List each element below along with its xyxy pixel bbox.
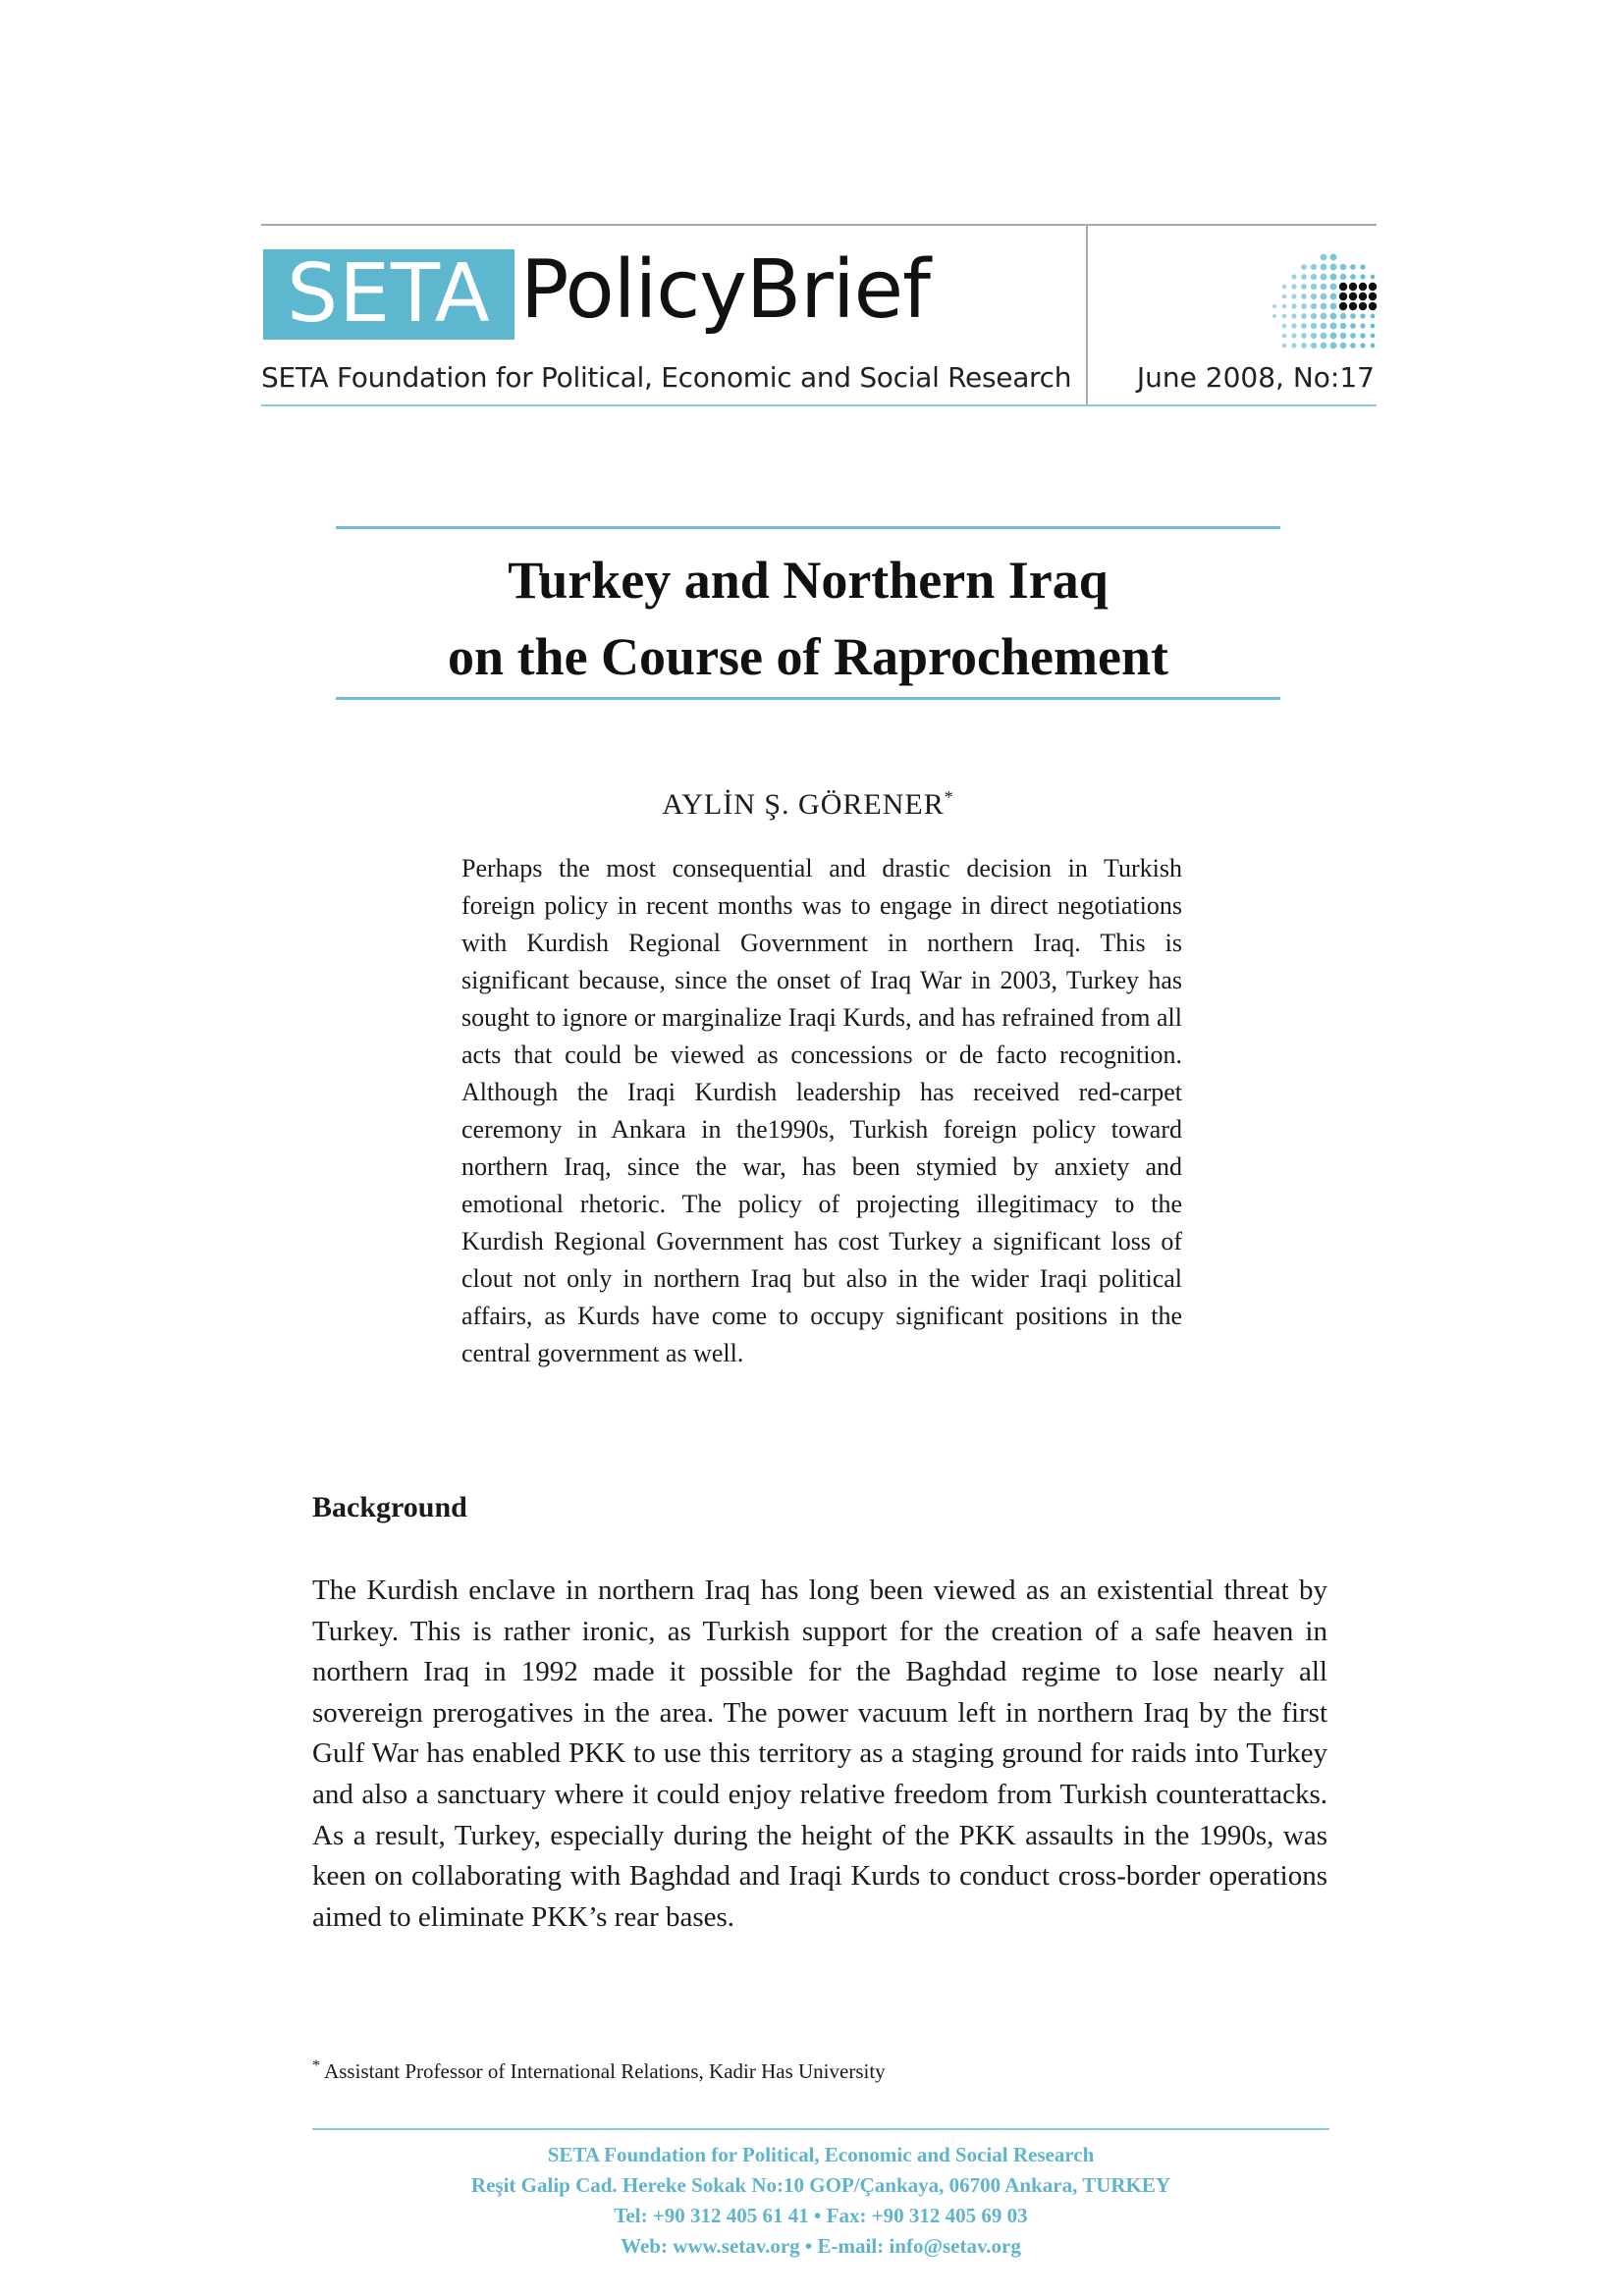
author-name: AYLİN Ş. GÖRENER [662, 788, 945, 821]
masthead-subtitle: SETA Foundation for Political, Economic and Social Research [261, 361, 1072, 394]
footnote-marker: * [312, 2057, 320, 2074]
footer-address: Reşit Galip Cad. Hereke Sokak No:10 GOP/Çankaya, 06700 Ankara, TURKEY [470, 2173, 1171, 2197]
masthead-bottom-rule [261, 404, 1377, 406]
footer-rule [312, 2128, 1329, 2130]
footnote [312, 2052, 886, 2086]
masthead [261, 224, 1377, 406]
issue-date: June 2008, No:17 [1136, 361, 1375, 394]
abstract: Perhaps the most consequential and drastic decision in Turkish foreign policy in recent months was to engage in direct negotiations with Kurdish Regional Government in northern Iraq. This is significant because, since the onset of Iraq War in 2003, Turkey has sought to ignore or marginalize Iraqi Kurds, and has refrained from all acts that could be viewed as concessions or de facto recognition. Although the Iraqi Kurdish leadership has received red-carpet ceremony in Ankara in the1990s, Turkish foreign policy toward northern Iraq, since the war, has been stymied by anxiety and emotional rhetoric. The policy of projecting illegitimacy to the Kurdish Regional Government has cost Turkey a significant loss of clout not only in northern Iraq but also in the wider Iraqi political affairs, as Kurds have come to occupy significant positions in the central government as well. [461, 854, 1182, 1367]
document-title [336, 542, 1280, 695]
title-top-rule [336, 526, 1280, 529]
author-footnote-marker[interactable]: * [944, 787, 954, 807]
footer [312, 2140, 1329, 2262]
section-body: The Kurdish enclave in northern Iraq has long been viewed as an existential threat by Turkey. This is rather ironic, as Turkish support for the creation of a safe heaven in northern Iraq in 1992 made it possible for the Baghdad regime to lose nearly all sovereign prerogatives in the area. The power vacuum left in northern Iraq by the first Gulf War has enabled PKK to use this territory as a staging ground for raids into Turkey and also a sanctuary where it could enjoy relative freedom from Turkish counterattacks. As a result, Turkey, especially during the height of the PKK assaults in the 1990s, was keen on collaborating with Baghdad and Iraqi Kurds to conduct cross-border operations aimed to eliminate PKK’s rear bases. [312, 1575, 1327, 1933]
dotted-globe-icon [1269, 251, 1379, 353]
footer-organization: SETA Foundation for Political, Economic and Social Research [547, 2143, 1095, 2166]
section-heading: Background [312, 1491, 467, 1523]
footnote-text: Assistant Professor of International Relations, Kadir Has University [324, 2059, 886, 2083]
masthead-top-rule [261, 224, 1377, 226]
title-bottom-rule [336, 697, 1280, 700]
brand-box: SETA [263, 249, 514, 340]
footer-web-email[interactable]: Web: www.setav.org • E-mail: info@setav.org [621, 2234, 1021, 2258]
footer-phone-fax: Tel: +90 312 405 61 41 • Fax: +90 312 405 69 03 [614, 2204, 1028, 2227]
brand-name: PolicyBrief [520, 243, 930, 337]
title-line-1: Turkey and Northern Iraq [508, 551, 1109, 610]
masthead-divider [1086, 226, 1088, 404]
title-line-2: on the Course of Raprochement [448, 627, 1168, 686]
author-line [336, 777, 1280, 825]
